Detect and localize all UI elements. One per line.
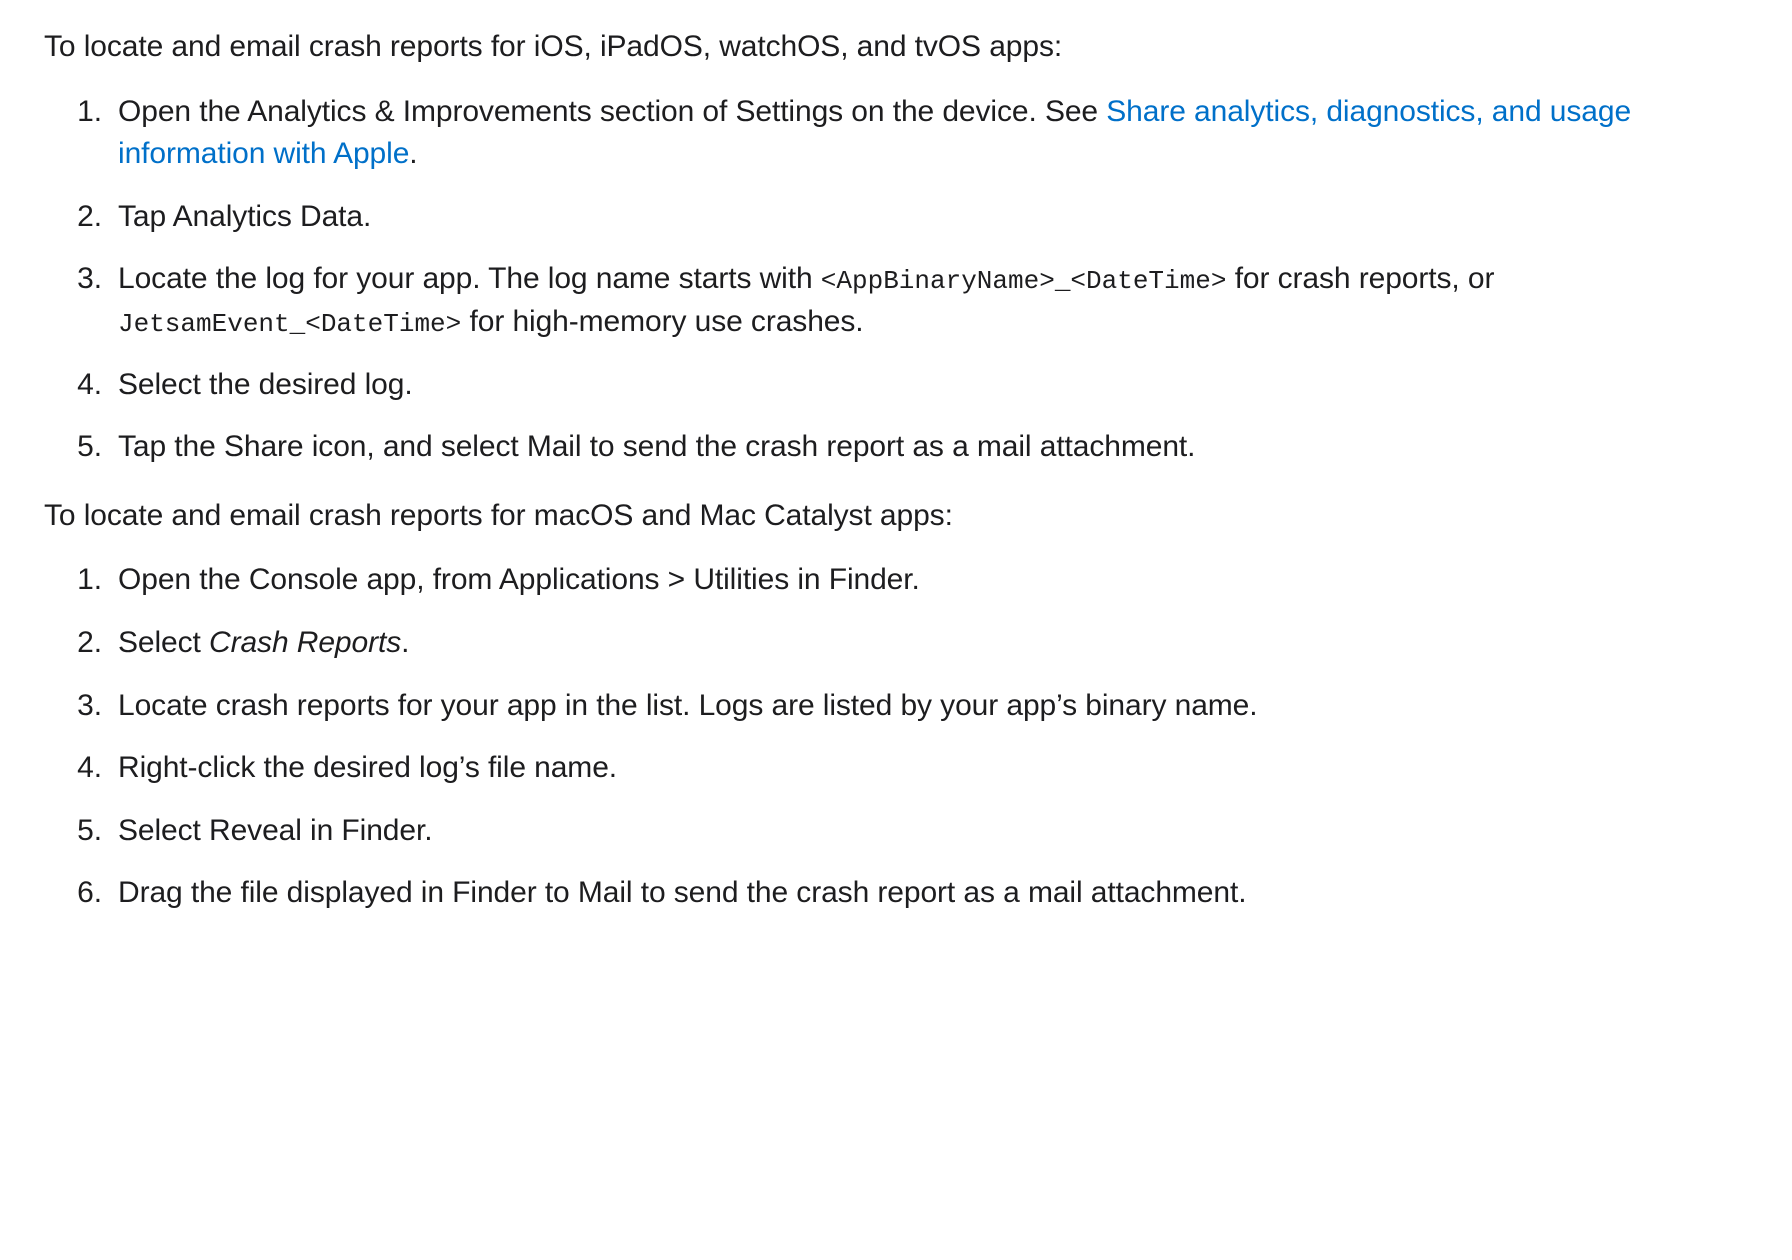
list-item (44, 872, 1752, 915)
step-text-before: Select (118, 625, 210, 659)
section-two-steps (44, 559, 1752, 915)
step-number: 2. (77, 625, 102, 659)
list-item (44, 196, 1752, 239)
code-jetsam-event: JetsamEvent_<DateTime> (118, 308, 462, 339)
list-item (44, 747, 1752, 790)
list-item (44, 258, 1752, 343)
code-app-binary-name: <AppBinaryName>_<DateTime> (820, 266, 1227, 297)
step-text: Tap the Share icon, and select Mail to send the crash report as a mail attachment. (118, 430, 1196, 464)
step-number: 6. (77, 876, 102, 910)
step-text-after: for high-memory use crashes. (461, 304, 864, 338)
crash-reports-emphasis: Crash Reports (209, 625, 402, 659)
step-text: Locate crash reports for your app in the list. Logs are listed by your app’s binary name. (118, 688, 1258, 722)
list-item (44, 622, 1752, 665)
step-text: Select the desired log. (118, 367, 413, 401)
step-number: 1. (77, 94, 102, 128)
step-text: Right-click the desired log’s file name. (118, 751, 618, 785)
step-number: 5. (77, 813, 102, 847)
step-text: Drag the file displayed in Finder to Mail to send the crash report as a mail attachment. (118, 876, 1247, 910)
step-text-middle: for crash reports, or (1226, 262, 1495, 296)
step-text-after: . (409, 137, 418, 171)
list-item (44, 685, 1752, 728)
list-item (44, 364, 1752, 407)
list-item (44, 810, 1752, 853)
step-number: 4. (77, 367, 102, 401)
list-item (44, 426, 1752, 469)
share-analytics-link[interactable]: Share analytics, diagnostics, and usage information with Apple (118, 94, 1632, 171)
section-two-intro: To locate and email crash reports for macOS and Mac Catalyst apps: (44, 498, 953, 532)
step-text: Tap Analytics Data. (118, 199, 372, 233)
section-one-steps (44, 91, 1752, 469)
step-text-before: Open the Analytics & Improvements section of Settings on the device. See (118, 94, 1107, 128)
list-item (44, 559, 1752, 602)
step-number: 3. (77, 688, 102, 722)
step-number: 2. (77, 199, 102, 233)
list-item (44, 91, 1752, 176)
step-text-after: . (401, 625, 410, 659)
step-text: Open the Console app, from Applications > Utilities in Finder. (118, 563, 920, 597)
step-number: 5. (77, 430, 102, 464)
section-one-intro: To locate and email crash reports for iOS, iPadOS, watchOS, and tvOS apps: (44, 30, 1063, 63)
step-number: 3. (77, 262, 102, 296)
step-text: Select Reveal in Finder. (118, 813, 433, 847)
step-number: 4. (77, 751, 102, 785)
step-number: 1. (77, 563, 102, 597)
step-text-before: Locate the log for your app. The log name starts with (118, 262, 821, 296)
